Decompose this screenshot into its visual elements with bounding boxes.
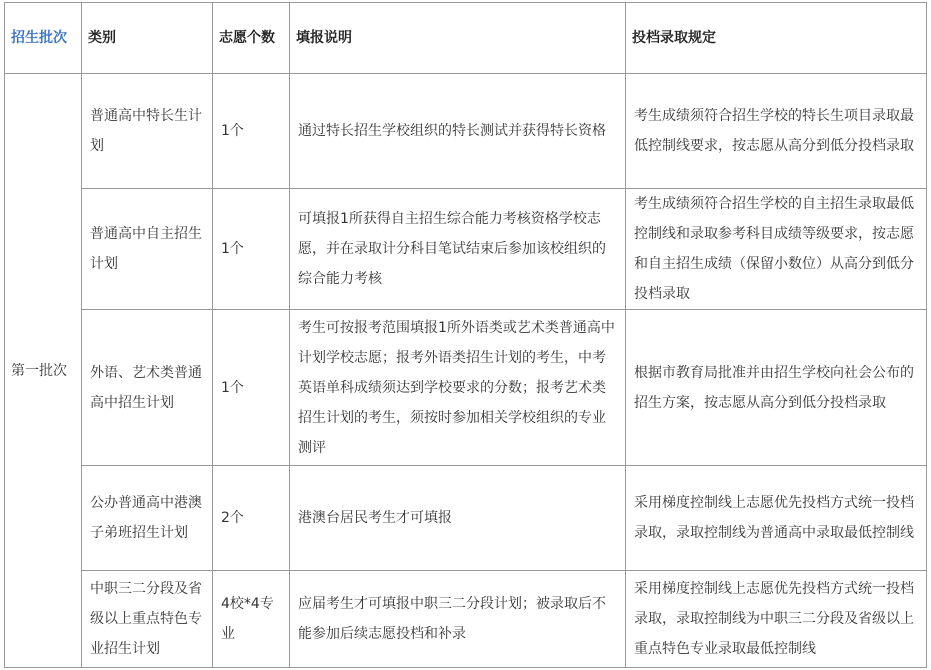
header-count: 志愿个数 [213,3,290,74]
table-row [5,466,927,571]
count-cell: 2个 [213,466,290,571]
rules-cell: 采用梯度控制线上志愿优先投档方式统一投档录取，录取控制线为中职三二分段及省级以上重点特色专业录取最低控制线 [626,571,927,668]
instructions-cell: 港澳台居民考生才可填报 [290,466,626,571]
table-row [5,310,927,466]
header-row [5,3,927,74]
rules-cell: 采用梯度控制线上志愿优先投档方式统一投档录取，录取控制线为普通高中录取最低控制线 [626,466,927,571]
instructions-cell: 考生可按报考范围填报1所外语类或艺术类普通高中计划学校志愿；报考外语类招生计划的考生，中考英语单科成绩须达到学校要求的分数；报考艺术类招生计划的考生，须按时参加相关学校组织的专业测评 [290,310,626,466]
count-cell: 1个 [213,74,290,189]
instructions-cell: 应届考生才可填报中职三二分段计划；被录取后不能参加后续志愿投档和补录 [290,571,626,668]
table-row [5,74,927,189]
instructions-cell: 通过特长招生学校组织的特长测试并获得特长资格 [290,74,626,189]
category-cell: 普通高中特长生计划 [82,74,213,189]
category-cell: 外语、艺术类普通高中招生计划 [82,310,213,466]
category-cell: 中职三二分段及省级以上重点特色专业招生计划 [82,571,213,668]
header-instructions: 填报说明 [290,3,626,74]
category-cell: 普通高中自主招生计划 [82,189,213,310]
rules-cell: 考生成绩须符合招生学校的特长生项目录取最低控制线要求，按志愿从高分到低分投档录取 [626,74,927,189]
table-row [5,571,927,668]
header-category: 类别 [82,3,213,74]
rules-cell: 根据市教育局批准并由招生学校向社会公布的招生方案，按志愿从高分到低分投档录取 [626,310,927,466]
instructions-cell: 可填报1所获得自主招生综合能力考核资格学校志愿，并在录取计分科目笔试结束后参加该校组织的综合能力考核 [290,189,626,310]
count-cell: 1个 [213,189,290,310]
count-cell: 4校*4专业 [213,571,290,668]
admission-table [4,2,927,668]
category-cell: 公办普通高中港澳子弟班招生计划 [82,466,213,571]
header-rules: 投档录取规定 [626,3,927,74]
rules-cell: 考生成绩须符合招生学校的自主招生录取最低控制线和录取参考科目成绩等级要求，按志愿和自主招生成绩（保留小数位）从高分到低分投档录取 [626,189,927,310]
table-row [5,189,927,310]
batch-cell: 第一批次 [5,74,82,668]
count-cell: 1个 [213,310,290,466]
header-batch: 招生批次 [5,3,82,74]
